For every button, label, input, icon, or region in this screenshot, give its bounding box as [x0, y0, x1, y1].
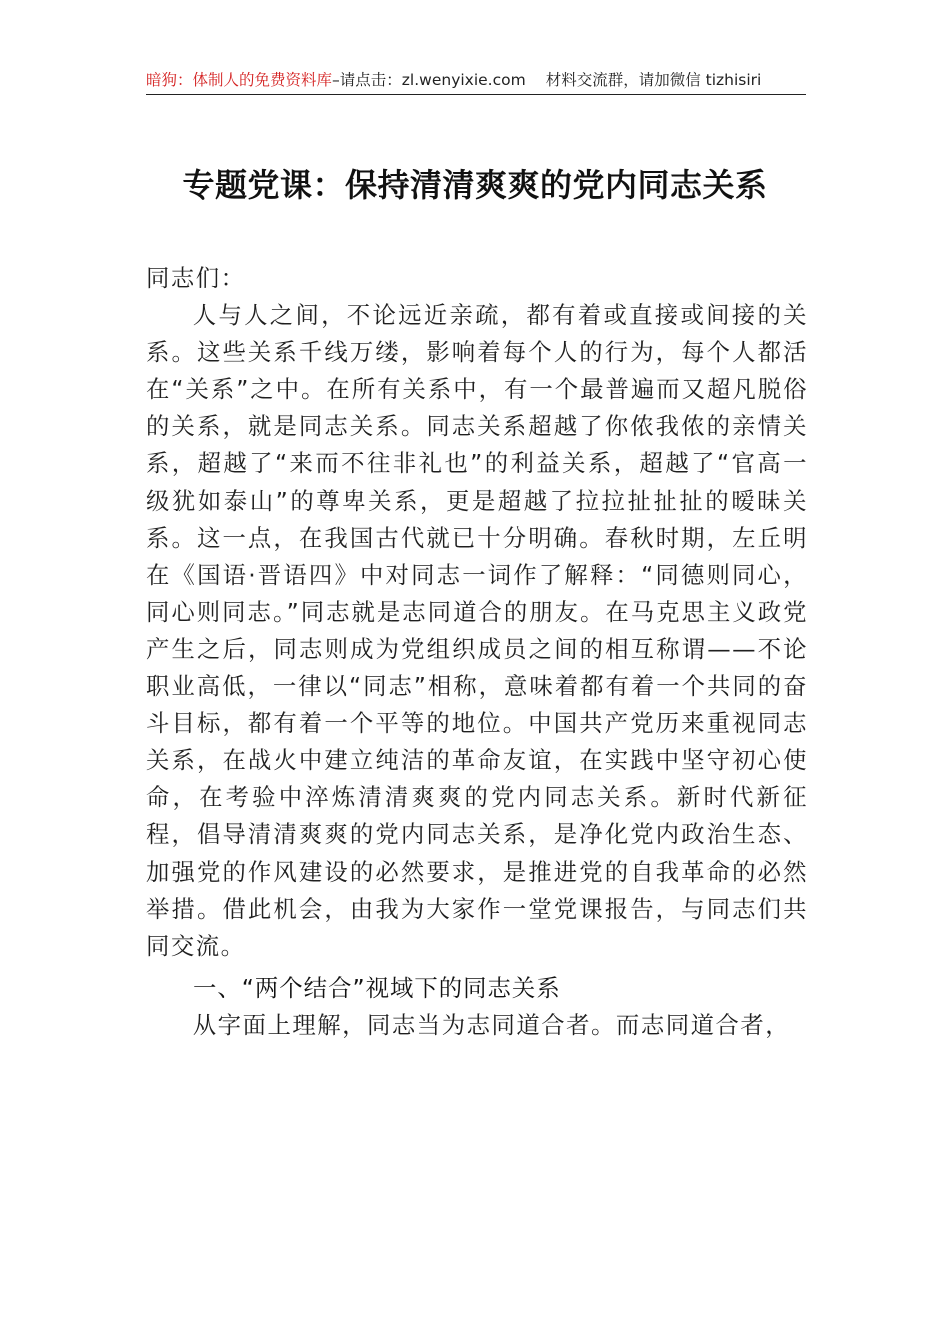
section-heading: 一、“两个结合”视域下的同志关系 — [193, 973, 561, 1002]
document-body — [146, 260, 808, 1044]
header-group-text: 材料交流群，请加微信 tizhisiri — [545, 71, 762, 89]
page-header — [146, 68, 806, 95]
header-click-prompt: –请点击： — [332, 71, 402, 89]
section-paragraph: 从字面上理解，同志当为志同道合者。而志同道合者， — [192, 1010, 791, 1039]
header-site-name: 暗狗：体制人的免费资料库 — [146, 71, 333, 89]
document-title: 专题党课：保持清清爽爽的党内同志关系 — [182, 166, 768, 204]
header-url-link[interactable]: zl.wenyixie.com — [401, 71, 526, 89]
salutation: 同志们： — [146, 264, 246, 292]
body-paragraph: 人与人之间，不论远近亲疏，都有着或直接或间接的关系。这些关系千线万缕，影响着每个人的行为，每个人都活在“关系”之中。在所有关系中，有一个最普遍而又超凡脱俗的关系，就是同志关系。同志关系超越了你侬我侬的亲情关系，超越了“来而不往非礼也”的利益关系，超越了“官高一级犹如泰山”的尊卑关系，更是超越了拉拉扯扯扯的暧昧关系。这一点，在我国古代就已十分明确。春秋时期，左丘明在《国语·晋语四》中对同志一词作了解释：“同德则同心，同心则同志。”同志就是志同道合的朋友。在马克思主义政党产生之后，同志则成为党组织成员之间的相互称谓——不论职业高低，一律以“同志”相称，意味着都有着一个共同的奋斗目标，都有着一个平等的地位。中国共产党历来重视同志关系，在战火中建立纯洁的革命友谊，在实践中坚守初心使命，在考验中淬炼清清爽爽的党内同志关系。新时代新征程，倡导清清爽爽的党内同志关系，是净化党内政治生态、加强党的作风建设的必然要求，是推进党的自我革命的必然举措。借此机会，由我为大家作一堂党课报告，与同志们共同交流。 — [146, 301, 808, 960]
